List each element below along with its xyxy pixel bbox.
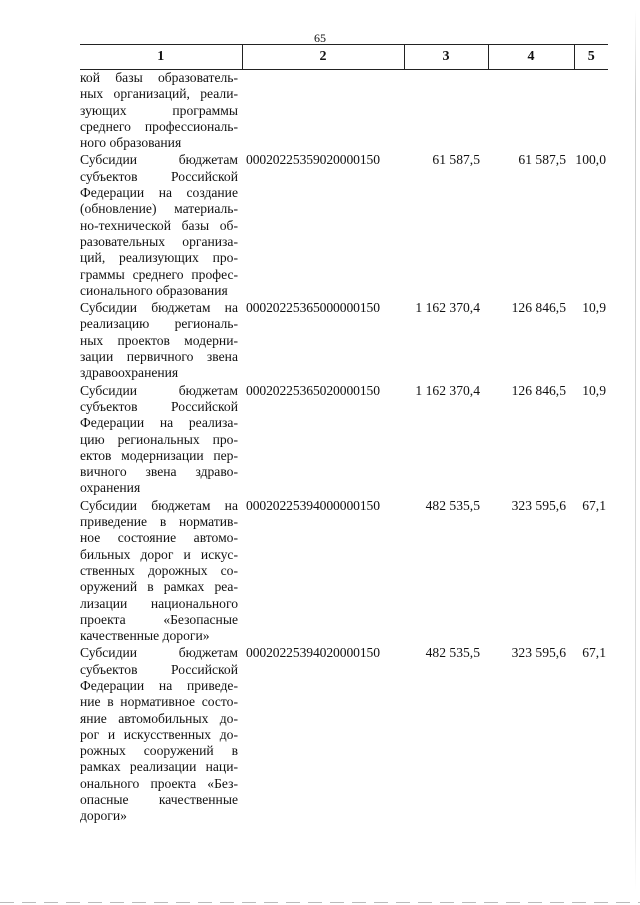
table-row	[80, 383, 608, 498]
row-name-cell	[80, 70, 242, 153]
row-name-line: бильных дорог и искус-	[80, 546, 238, 562]
row-code-cell	[242, 70, 404, 153]
row-name-line: рог и искусственных до-	[80, 726, 238, 742]
row-code-cell: 00020225394020000150	[246, 645, 380, 661]
row-col5-cell: 67,1	[582, 497, 606, 513]
row-name-line: сионального образования	[80, 282, 228, 298]
row-name-line: Федерации на создание	[80, 185, 238, 201]
row-col4-cell: 323 595,6	[511, 497, 566, 513]
row-name-line: кой базы образователь-	[80, 70, 238, 85]
row-name-line: ное состояние автомо-	[80, 530, 238, 546]
row-code-cell: 00020225359020000150	[246, 152, 380, 168]
header-col-1: 1	[80, 45, 242, 70]
row-name-line: Субсидии бюджетам	[80, 152, 238, 168]
table-row	[80, 70, 608, 153]
row-name-line: опасные качественные	[80, 792, 238, 808]
row-name-line: граммы среднего профес-	[80, 266, 238, 282]
row-col3-cell	[404, 70, 488, 153]
row-col3-cell: 482 535,5	[425, 497, 480, 513]
row-name-line: субъектов Российской	[80, 168, 238, 184]
row-col3-cell: 1 162 370,4	[415, 300, 480, 316]
row-name-line: дороги»	[80, 808, 127, 824]
table-row	[80, 300, 608, 382]
header-col-3: 3	[404, 45, 488, 70]
row-name-line: ние в нормативное состо-	[80, 694, 238, 710]
row-code-cell: 00020225365000000150	[246, 300, 380, 316]
row-col3-cell: 61 587,5	[432, 152, 480, 168]
row-name-line: онального проекта «Без-	[80, 775, 238, 791]
row-code-cell: 00020225394000000150	[246, 497, 380, 513]
row-col4-cell: 126 846,5	[511, 300, 566, 316]
row-name-line: вичного звена здраво-	[80, 464, 238, 480]
row-col4-cell: 126 846,5	[511, 382, 566, 398]
row-name-line: качественные дороги»	[80, 628, 210, 644]
row-name-cell	[80, 383, 242, 498]
row-col3-cell: 482 535,5	[425, 645, 480, 661]
row-name-line: ственных дорожных со-	[80, 562, 238, 578]
row-name-line: ектов модернизации пер-	[80, 447, 238, 463]
row-name-line: ного образования	[80, 135, 182, 151]
row-name-line: рамках реализации наци-	[80, 759, 238, 775]
row-name-line: зующих программы	[80, 102, 238, 118]
row-name-line: Субсидии бюджетам	[80, 645, 238, 661]
row-name-line: приведение в норматив-	[80, 514, 238, 530]
row-name-line: среднего профессиональ-	[80, 118, 238, 134]
row-name-line: охранения	[80, 480, 141, 496]
page-number: 65	[314, 31, 326, 45]
row-name-line: яние автомобильных до-	[80, 710, 238, 726]
row-name-line: (обновление) материаль-	[80, 201, 238, 217]
budget-table	[80, 44, 608, 826]
row-name-line: но-технической базы об-	[80, 217, 238, 233]
table-row	[80, 152, 608, 300]
table-body	[80, 70, 608, 826]
row-name-line: рожных сооружений в	[80, 743, 238, 759]
row-col4-cell: 323 595,6	[511, 645, 566, 661]
row-name-line: здравоохранения	[80, 365, 179, 381]
row-name-line: зации первичного звена	[80, 349, 238, 365]
row-col3-cell: 1 162 370,4	[415, 382, 480, 398]
row-name-line: оружений в рамках реа-	[80, 579, 238, 595]
row-col5-cell: 10,9	[582, 300, 606, 316]
header-col-2: 2	[242, 45, 404, 70]
table-row	[80, 498, 608, 646]
row-name-line: проекта «Безопасные	[80, 611, 238, 627]
row-name-line: субъектов Российской	[80, 398, 238, 414]
row-col4-cell	[488, 70, 574, 153]
row-name-line: Субсидии бюджетам на	[80, 300, 238, 316]
row-col5-cell: 67,1	[582, 645, 606, 661]
row-name-line: лизации национального	[80, 595, 238, 611]
row-code-cell: 00020225365020000150	[246, 382, 380, 398]
row-name-cell	[80, 152, 242, 300]
header-col-5: 5	[574, 45, 608, 70]
table-row	[80, 645, 608, 825]
table-header	[80, 45, 608, 70]
row-name-line: ций, реализующих про-	[80, 250, 238, 266]
row-col5-cell: 10,9	[582, 382, 606, 398]
header-col-4: 4	[488, 45, 574, 70]
row-col5-cell	[574, 70, 608, 153]
row-name-line: Субсидии бюджетам	[80, 382, 238, 398]
scan-edge-line	[635, 10, 636, 890]
row-name-cell	[80, 645, 242, 825]
row-col5-cell: 100,0	[575, 152, 606, 168]
row-name-cell	[80, 300, 242, 382]
row-name-line: Федерации на реализа-	[80, 415, 238, 431]
row-name-cell	[80, 498, 242, 646]
scan-bottom-line	[0, 902, 640, 903]
row-name-line: Субсидии бюджетам на	[80, 497, 238, 513]
row-name-line: разовательных организа-	[80, 233, 238, 249]
row-name-line: ных проектов модерни-	[80, 332, 238, 348]
row-col4-cell: 61 587,5	[518, 152, 566, 168]
row-name-line: реализацию региональ-	[80, 316, 238, 332]
row-name-line: ных организаций, реали-	[80, 86, 238, 102]
row-name-line: Федерации на приведе-	[80, 677, 238, 693]
row-name-line: субъектов Российской	[80, 661, 238, 677]
row-name-line: цию региональных про-	[80, 431, 238, 447]
